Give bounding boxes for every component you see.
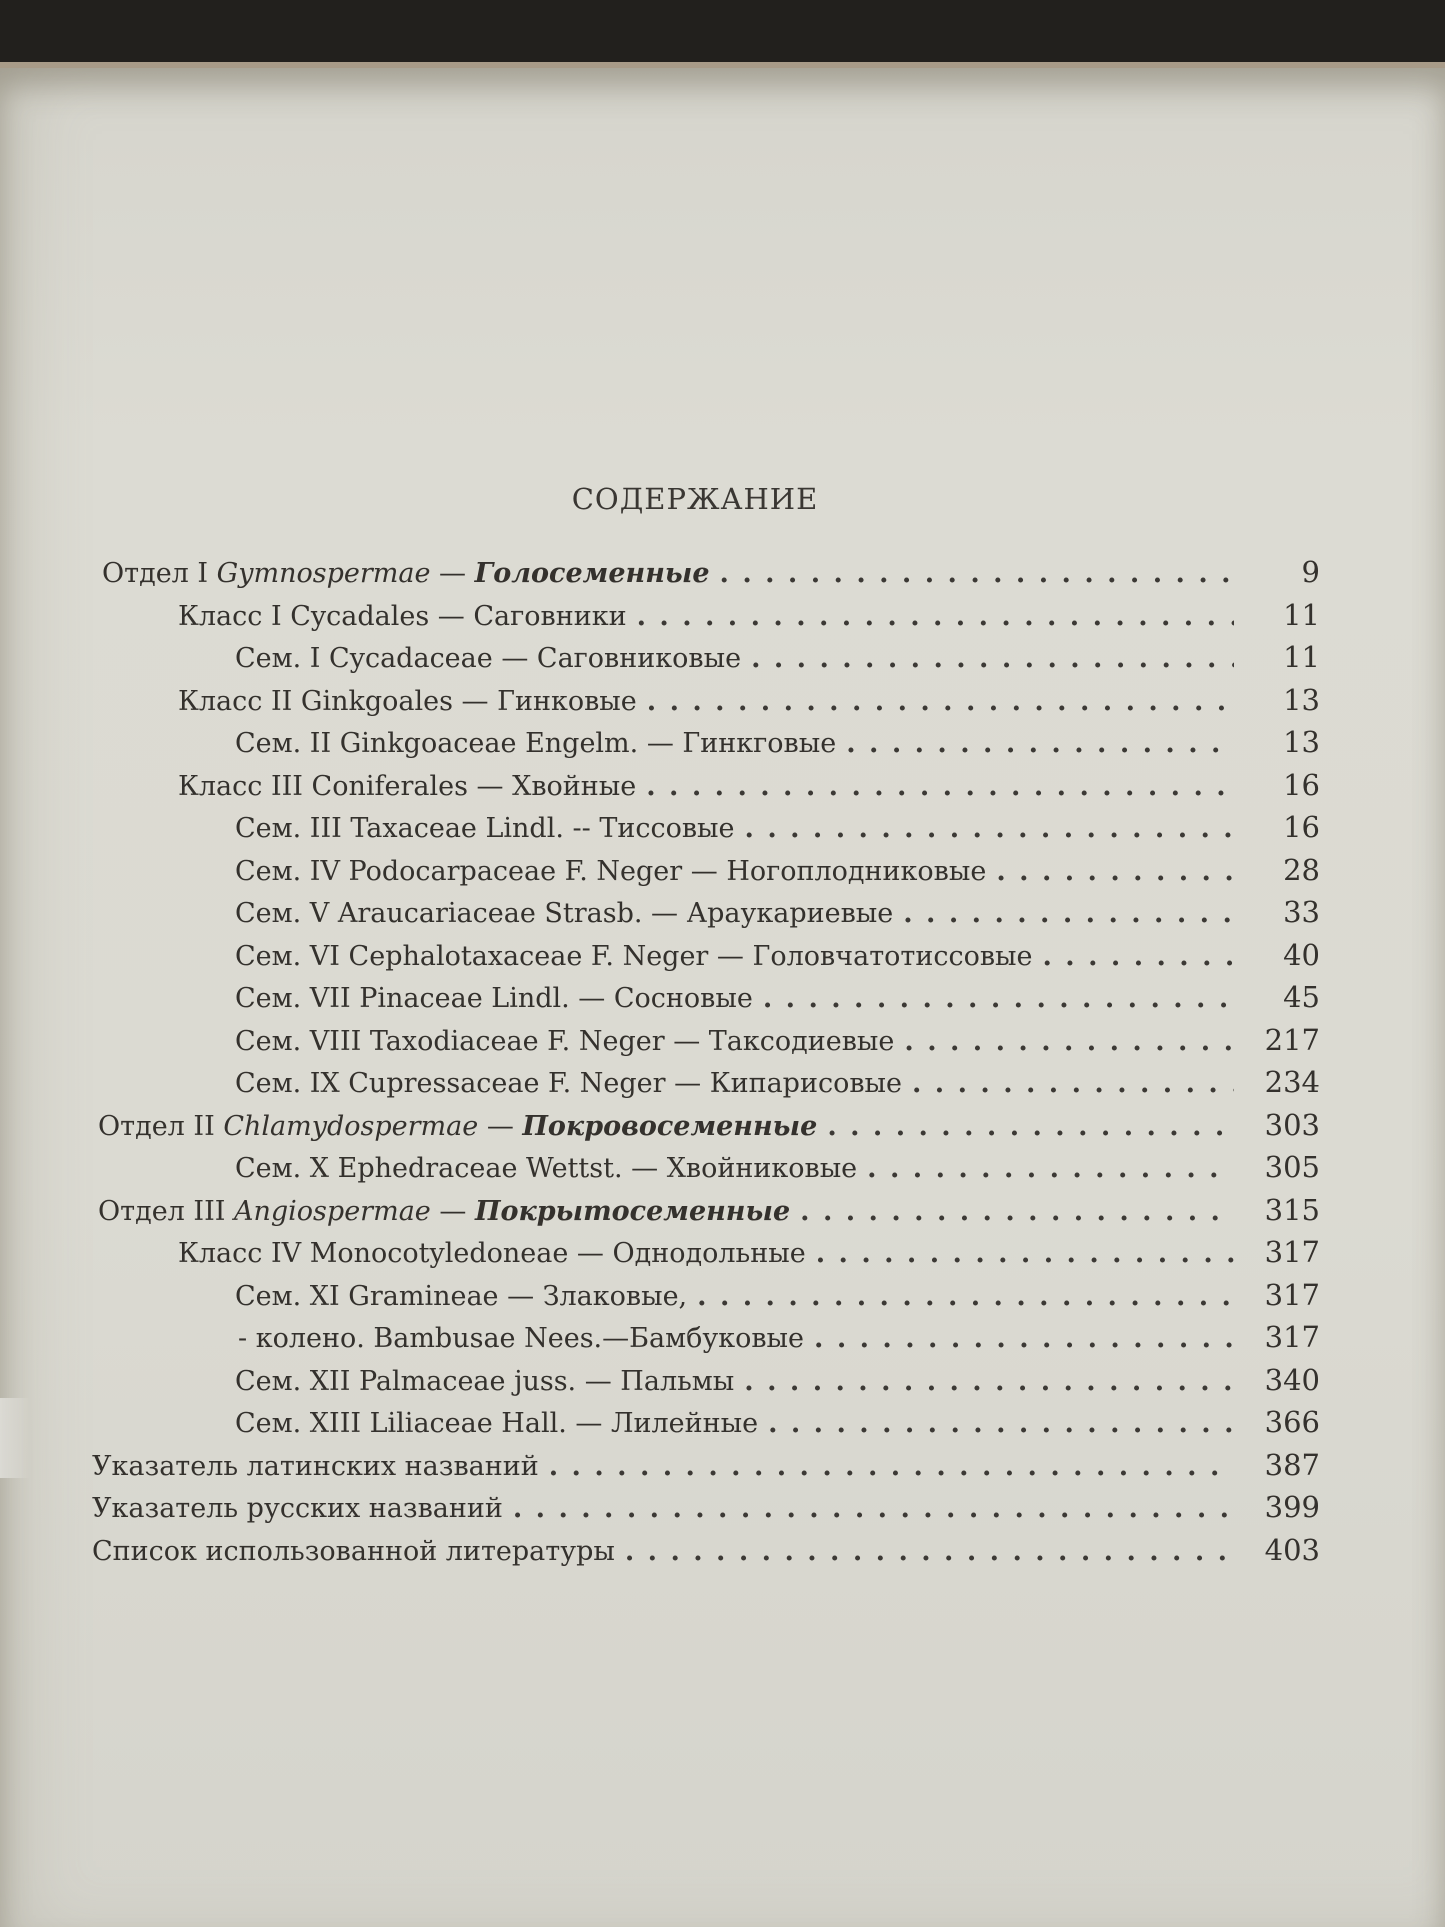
toc-label: Сем. III Taxaceae Lindl. -- Тиссовые [235, 813, 735, 844]
toc-page-number: 234 [1264, 1065, 1320, 1099]
toc-label: Отдел III Angiospermae — Покрытосеменные [98, 1195, 791, 1227]
toc-page-number: 16 [1283, 767, 1320, 802]
toc-entry [0, 1065, 1320, 1108]
toc-label: Сем. VIII Taxodiaceae F. Neger — Таксодиевые [235, 1025, 895, 1057]
toc-label: Класс IV Monocotyledoneae — Однодольные [178, 1238, 806, 1269]
toc-label: Сем. I Cycadaceae — Саговниковые [235, 643, 742, 674]
toc-label: Сем. IV Podocarpaceae F. Neger — Ногоплодниковые [235, 855, 987, 887]
toc-label: Класс II Ginkgoales — Гинковые [178, 685, 637, 717]
toc-entry [0, 768, 1320, 811]
toc-label: Отдел II Chlamydospermae — Покровосеменные [98, 1110, 818, 1142]
toc-label: Отдел I Gymnospermae — Голосеменные [102, 558, 710, 589]
toc-page-number: 13 [1283, 682, 1320, 717]
toc-page-number: 45 [1283, 980, 1320, 1014]
toc-page-number: 387 [1264, 1447, 1320, 1482]
toc-entry [0, 1150, 1320, 1193]
toc-page-number: 403 [1264, 1532, 1320, 1567]
toc-page-number: 399 [1264, 1490, 1320, 1524]
dot-leader [751, 643, 1234, 674]
toc-entry [0, 555, 1320, 598]
toc-label: Сем. II Ginkgoaceae Engelm. — Гинкговые [235, 728, 837, 759]
page-title: СОДЕРЖАНИЕ [571, 482, 819, 516]
toc-entry [0, 1278, 1320, 1321]
toc-label: Список использованной литературы [92, 1535, 615, 1567]
toc-entry [0, 1108, 1320, 1151]
toc-page-number: 13 [1283, 725, 1320, 759]
toc-page-number: 317 [1264, 1320, 1320, 1354]
dot-leader [827, 1111, 1234, 1142]
toc-page-number: 28 [1283, 852, 1320, 887]
toc-label: Сем. XI Gramineae — Злаковые, [235, 1280, 688, 1312]
toc-entry [0, 1363, 1320, 1406]
toc-entry [0, 938, 1320, 981]
dot-leader [625, 1536, 1234, 1567]
toc-entry [0, 1235, 1320, 1278]
toc-page-number: 317 [1264, 1235, 1320, 1269]
toc-entry [0, 1023, 1320, 1066]
dot-leader [800, 1196, 1234, 1227]
toc-label: Сем. XIII Liliaceae Hall. — Лилейные [235, 1408, 759, 1439]
toc-label: Сем. VII Pinaceae Lindl. — Сосновые [235, 983, 753, 1014]
dot-leader [846, 728, 1234, 759]
dot-leader [744, 1366, 1234, 1397]
dot-leader [912, 1068, 1234, 1099]
toc-entry [0, 980, 1320, 1023]
toc-entry [0, 1193, 1320, 1236]
toc-entry [0, 1320, 1320, 1363]
table-of-contents [0, 555, 1320, 1575]
toc-page-number: 9 [1301, 555, 1320, 589]
dot-leader [513, 1493, 1234, 1524]
dot-leader [697, 1281, 1234, 1312]
toc-label: Указатель русских названий [92, 1493, 503, 1524]
toc-page-number: 305 [1264, 1150, 1320, 1184]
toc-label: Сем. X Ephedraceae Wettst. — Хвойниковые [235, 1153, 858, 1184]
toc-entry [0, 1490, 1320, 1533]
toc-entry [0, 725, 1320, 768]
dot-leader [867, 1153, 1234, 1184]
toc-page-number: 315 [1264, 1192, 1320, 1227]
toc-entry [0, 810, 1320, 853]
dot-leader [646, 771, 1234, 802]
toc-entry [0, 853, 1320, 896]
toc-page-number: 40 [1283, 937, 1320, 972]
toc-page-number: 11 [1283, 640, 1320, 674]
toc-entry [0, 1405, 1320, 1448]
toc-label: Сем. VI Cephalotaxaceae F. Neger — Головчатотиссовые [235, 940, 1033, 972]
toc-label: Класс I Cycadales — Саговники [178, 600, 627, 632]
toc-entry [0, 598, 1320, 641]
toc-entry [0, 683, 1320, 726]
dot-leader [816, 1238, 1234, 1269]
toc-label: Сем. V Araucariaceae Strasb. — Араукариевые [235, 898, 894, 929]
toc-entry [0, 1533, 1320, 1576]
dot-leader [996, 856, 1234, 887]
dot-leader [814, 1323, 1234, 1354]
dot-leader [637, 601, 1234, 632]
toc-page-number: 317 [1264, 1277, 1320, 1312]
dot-leader [549, 1451, 1234, 1482]
dot-leader [720, 558, 1234, 589]
toc-page-number: 16 [1283, 810, 1320, 844]
dot-leader [904, 1026, 1234, 1057]
dot-leader [768, 1408, 1234, 1439]
dot-leader [763, 983, 1234, 1014]
toc-entry [0, 640, 1320, 683]
toc-page-number: 340 [1264, 1362, 1320, 1397]
toc-label: Сем. IX Cupressaceae F. Neger — Кипарисовые [235, 1068, 902, 1099]
dot-leader [903, 898, 1234, 929]
toc-label: Сем. XII Palmaceae juss. — Пальмы [235, 1365, 735, 1397]
toc-page-number: 33 [1283, 895, 1320, 929]
dot-leader [1043, 941, 1235, 972]
toc-label: Указатель латинских названий [92, 1450, 539, 1482]
toc-label: Класс III Coniferales — Хвойные [178, 770, 637, 802]
toc-page-number: 217 [1264, 1022, 1320, 1057]
toc-page-number: 11 [1283, 597, 1320, 632]
toc-page-number: 303 [1264, 1107, 1320, 1142]
dot-leader [745, 813, 1234, 844]
toc-entry [0, 895, 1320, 938]
toc-page-number: 366 [1264, 1405, 1320, 1439]
toc-entry [0, 1448, 1320, 1491]
dot-leader [647, 686, 1234, 717]
toc-label: - колено. Bambusae Nees.—Бамбуковые [238, 1323, 805, 1354]
